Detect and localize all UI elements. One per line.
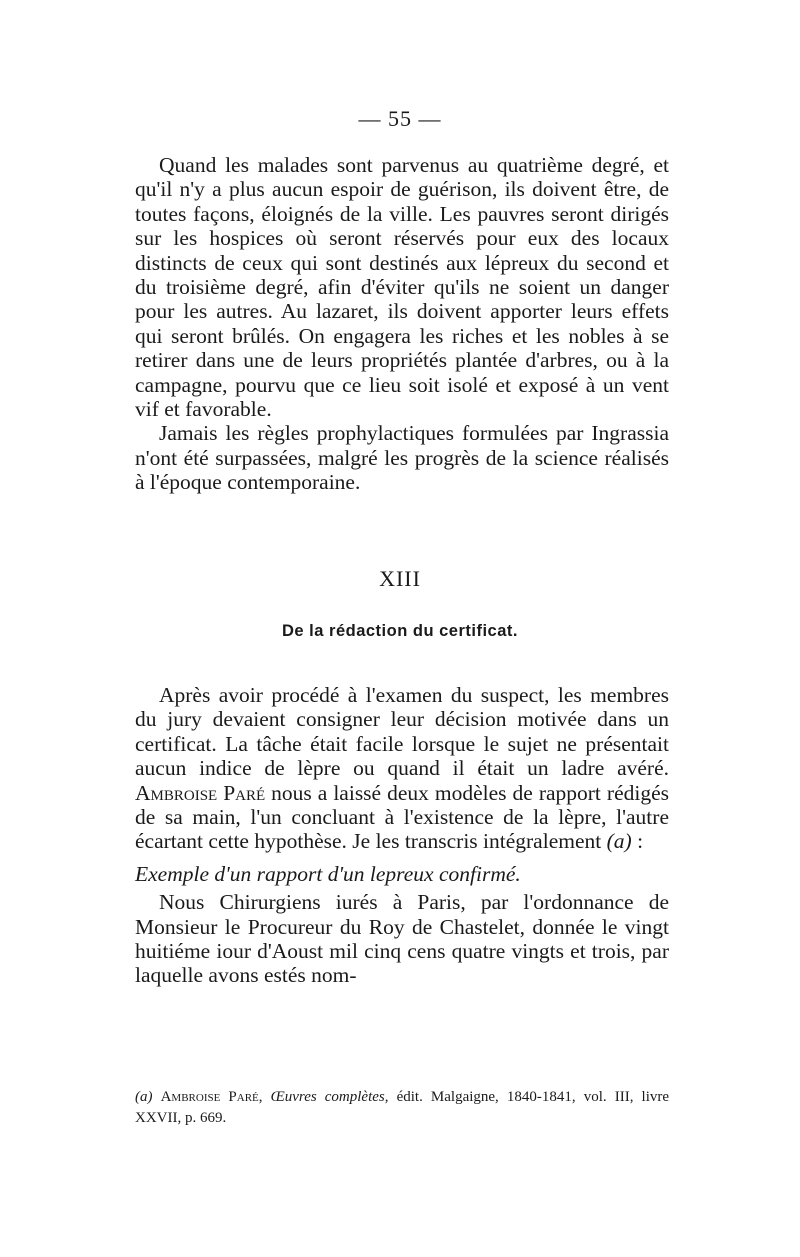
- paragraph-certificate-continuation: nous a laissé deux modèles de rapport rédigés de sa main, l'un concluant à l'existence de la lèpre, l'autre écartant cette hypothèse. Je les transcris intégralement: [135, 780, 669, 854]
- paragraph-certificate: [135, 683, 669, 854]
- footnote-marker: (a): [135, 1089, 153, 1105]
- page-number: — 55 —: [358, 106, 442, 131]
- section-number: XIII: [379, 566, 421, 591]
- footnote-author: Ambroise Paré: [160, 1089, 259, 1105]
- author-name: Ambroise Paré: [135, 780, 266, 805]
- paragraph-prophylaxis: Jamais les règles prophylactiques formulées par Ingrassia n'ont été surpassées, malgré les progrès de la science réalisés à l'époque contemporaine.: [135, 421, 669, 495]
- section-title: De la rédaction du certificat.: [282, 622, 518, 640]
- paragraph-quarantine: Quand les malades sont parvenus au quatrième degré, et qu'il n'y a plus aucun espoir de guérison, ils doivent être, de toutes façons, éloignés de la ville. Les pauvres seront dirigés sur les hospices où seront réservés pour eux des locaux distincts de ceux qui sont destinés aux lépreux du second et du troisième degré, afin d'éviter qu'ils ne soient un danger pour les autres. Au lazaret, ils doivent apporter leurs effets qui seront brûlés. On engagera les riches et les nobles à se retirer dans une de leurs propriétés plantée d'arbres, ou à la campagne, pourvu que ce lieu soit isolé et exposé à un vent vif et favorable.: [135, 153, 669, 422]
- paragraph-report: Nous Chirurgiens iurés à Paris, par l'ordonnance de Monsieur le Procureur du Roy de Chastelet, donnée le vingt huitiéme iour d'Aoust mil cinq cens quatre vingts et trois, par laquelle avons estés nom-: [135, 890, 669, 988]
- footnote-work: Œuvres complètes: [270, 1089, 385, 1105]
- paragraph-certificate-ending: :: [631, 829, 644, 854]
- footnote-reference: (a): [606, 829, 632, 854]
- example-title: Exemple d'un rapport d'un lepreux confirmé.: [135, 861, 521, 886]
- footnote-details: , édit. Malgaigne, 1840-1841, vol. III, livre XXVII, p. 669.: [135, 1089, 670, 1126]
- paragraph-certificate-intro: Après avoir procédé à l'examen du suspect, les membres du jury devaient consigner leur décision motivée dans un certificat. La tâche était facile lorsque le sujet ne présentait aucun indice de lèpre ou quand il était un ladre avéré.: [135, 683, 669, 781]
- body-text-top: [135, 153, 669, 495]
- footnote: (a) Ambroise Paré, Œuvres complètes, édit. Malgaigne, 1840-1841, vol. III, livre XXVII, p. 669.: [135, 1089, 670, 1126]
- body-text-bottom: [135, 683, 669, 988]
